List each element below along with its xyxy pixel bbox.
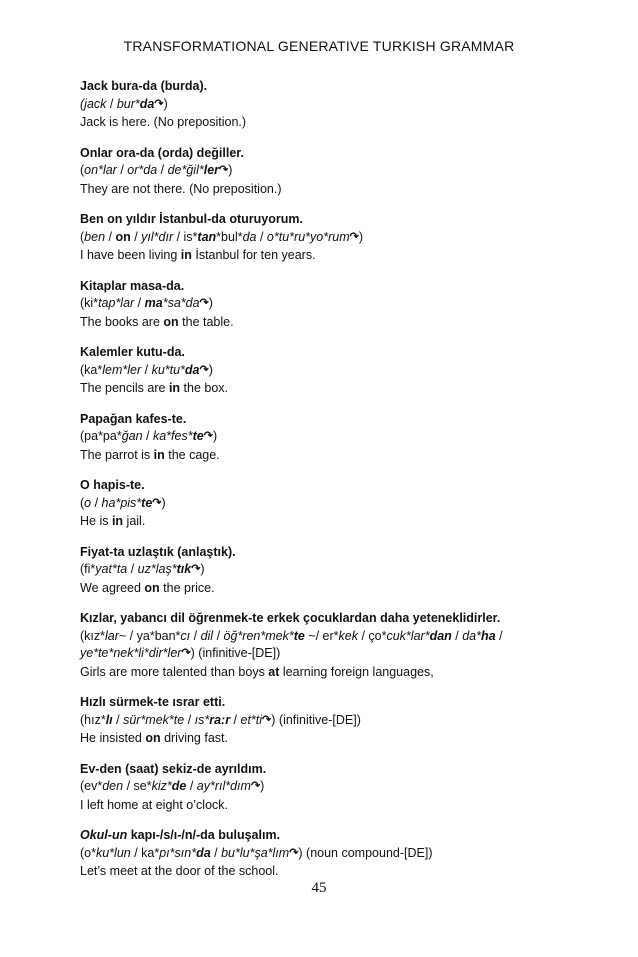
text-segment: tan	[197, 229, 217, 244]
text-segment: / se*	[123, 779, 152, 793]
text-segment: /	[130, 229, 142, 244]
text-segment: dan	[429, 628, 452, 643]
text-segment: s	[163, 828, 171, 842]
text-segment: Ev-den (saat) sekiz-de ayrıldım.	[80, 761, 267, 776]
text-segment: /	[186, 779, 197, 793]
example-entry	[80, 610, 620, 681]
text-segment: (kız*	[80, 628, 105, 643]
english-translation	[80, 447, 620, 465]
example-list	[80, 78, 620, 894]
text-segment: in	[180, 248, 192, 262]
text-segment: /	[116, 163, 128, 177]
phonetic-transcription	[80, 229, 620, 248]
text-segment: Let’s meet at the door of the school.	[80, 864, 279, 878]
english-translation	[80, 380, 620, 398]
text-segment: The parrot is	[80, 447, 154, 462]
text-segment: / ka*	[130, 845, 160, 860]
phonetic-transcription	[80, 362, 620, 381]
text-segment: /	[112, 712, 124, 727]
text-segment: ıs*	[194, 712, 210, 727]
text-segment: They are not there. (No preposition.)	[80, 181, 282, 196]
english-translation	[80, 181, 620, 199]
text-segment: te	[192, 429, 204, 443]
text-segment: tap*lar	[98, 296, 135, 310]
text-segment: on*lar	[84, 163, 117, 177]
text-segment: (ka*	[80, 362, 103, 377]
text-segment: ra:r	[209, 712, 231, 727]
text-segment: on	[144, 580, 160, 595]
text-segment: Kalemler kutu-da.	[80, 345, 185, 359]
text-segment: ay*rıl*dım	[196, 779, 251, 793]
text-segment: O hapis-te.	[80, 478, 145, 492]
text-segment: )	[260, 779, 265, 793]
english-translation	[80, 513, 620, 531]
text-segment: I have been living	[80, 248, 181, 262]
text-segment: at	[268, 664, 280, 679]
text-segment: the price.	[159, 580, 215, 595]
text-segment: )	[200, 562, 205, 576]
turkish-sentence	[80, 278, 620, 296]
text-segment: (o*	[80, 845, 96, 860]
text-segment: dil	[200, 628, 214, 643]
english-translation	[80, 114, 620, 132]
text-segment: The books are	[80, 314, 164, 329]
phonetic-transcription	[80, 428, 620, 447]
text-segment: or*da	[127, 163, 158, 177]
text-segment: ku*tu*	[151, 362, 185, 377]
turkish-sentence	[80, 694, 620, 712]
text-segment: n	[184, 828, 193, 842]
text-segment: öğ*ren*mek*	[223, 628, 294, 643]
text-segment: the table.	[178, 314, 234, 329]
text-segment: ler	[203, 163, 220, 177]
phonetic-transcription-continued	[80, 645, 620, 664]
text-segment: de*ğil*	[167, 163, 204, 177]
text-segment: da	[196, 845, 211, 860]
text-segment: (	[80, 495, 85, 510]
text-segment: kek	[338, 628, 358, 643]
text-segment: Kızlar, yabancı dil öğrenmek-te erkek çocuklardan daha yeteneklidirler.	[80, 611, 501, 625]
page-header: TRANSFORMATIONAL GENERATIVE TURKISH GRAMMAR	[123, 38, 515, 54]
english-translation	[80, 314, 620, 332]
text-segment: ben	[84, 229, 106, 244]
text-segment: et*ti	[240, 712, 263, 727]
text-segment: /-da buluşalım.	[192, 828, 281, 842]
text-segment: )	[161, 495, 166, 510]
text-segment: Fiyat-ta uzlaştık (anlaştık).	[80, 544, 236, 559]
text-segment: da	[242, 229, 257, 244]
text-segment: uz*laş*	[137, 562, 177, 576]
text-segment: (	[80, 163, 85, 177]
text-segment: ye*te*nek*li*dir*ler	[80, 646, 182, 660]
text-segment: (ki*	[80, 296, 99, 310]
text-segment: jail.	[123, 514, 146, 528]
text-segment: )	[208, 362, 213, 377]
example-entry	[80, 477, 620, 531]
phonetic-transcription	[80, 845, 620, 864]
phonetic-transcription	[80, 495, 620, 514]
text-segment: lar	[105, 628, 119, 643]
text-segment: /	[210, 845, 222, 860]
text-segment: te	[141, 495, 153, 510]
english-translation	[80, 863, 620, 881]
text-segment: on	[163, 314, 179, 329]
text-segment: Okul-un	[80, 828, 128, 842]
text-segment: /	[495, 628, 503, 643]
text-segment: the cage.	[164, 447, 220, 462]
english-translation	[80, 664, 620, 682]
example-entry	[80, 761, 620, 815]
text-segment: He insisted	[80, 731, 146, 745]
text-segment: Onlar ora-da (orda) değiller.	[80, 145, 244, 160]
intonation-mark-icon: ↷	[203, 430, 213, 442]
text-segment: /	[105, 229, 116, 244]
phonetic-transcription	[80, 628, 620, 646]
intonation-mark-icon: ↷	[181, 647, 191, 659]
text-segment: Jack bura-da (burda).	[80, 79, 208, 93]
phonetic-transcription	[80, 295, 620, 314]
text-segment: cuk*lar*	[386, 628, 430, 643]
text-segment: We agreed	[80, 580, 145, 595]
turkish-sentence	[80, 344, 620, 362]
text-segment: de	[171, 779, 187, 793]
text-segment: *sa*da	[162, 296, 200, 310]
text-segment: cı	[180, 628, 191, 643]
text-segment: tık	[176, 562, 192, 576]
text-segment: bu*lu*şa*lım	[221, 845, 290, 860]
intonation-mark-icon: ↷	[262, 713, 272, 726]
text-segment: Hızlı sürmek-te ısrar etti.	[80, 695, 226, 709]
text-segment: lem*ler	[102, 362, 142, 377]
text-segment: da*	[462, 628, 481, 643]
turkish-sentence	[80, 145, 620, 163]
text-segment: ha*pis*	[101, 495, 142, 510]
text-segment: ku*lun	[95, 845, 131, 860]
text-segment: Girls are more talented than boys	[80, 664, 269, 679]
text-segment: /	[230, 712, 241, 727]
text-segment: (ev*	[80, 779, 103, 793]
text-segment: İstanbul for ten years.	[191, 248, 316, 262]
text-segment: )	[358, 229, 363, 244]
english-translation	[80, 247, 620, 265]
text-segment: bur*	[116, 96, 140, 111]
text-segment: )	[208, 296, 213, 310]
phonetic-transcription	[80, 561, 620, 580]
text-segment: / ço*	[357, 628, 387, 643]
text-segment: on	[115, 229, 131, 244]
intonation-mark-icon: ↷	[191, 563, 201, 575]
text-segment: /	[127, 562, 138, 576]
example-entry	[80, 411, 620, 465]
text-segment: da	[139, 96, 155, 111]
text-segment: jack	[84, 96, 107, 111]
english-translation	[80, 580, 620, 598]
text-segment: on	[145, 731, 161, 745]
text-segment: ~/ er*	[304, 628, 339, 643]
text-segment: Kitaplar masa-da.	[80, 278, 185, 293]
intonation-mark-icon: ↷	[250, 780, 261, 792]
text-segment: pı*sın*	[159, 845, 197, 860]
text-segment: driving fast.	[160, 731, 228, 745]
text-segment: (	[80, 229, 85, 244]
phonetic-transcription	[80, 778, 620, 797]
example-entry	[80, 344, 620, 398]
text-segment: lı	[105, 712, 113, 727]
text-segment: /	[184, 712, 195, 727]
text-segment: /	[134, 296, 145, 310]
phonetic-transcription	[80, 96, 620, 115]
turkish-sentence	[80, 544, 620, 562]
intonation-mark-icon: ↷	[152, 496, 162, 509]
text-segment: o*tu*ru*yo*rum	[266, 229, 350, 244]
text-segment: )	[163, 96, 168, 111]
text-segment: da	[184, 362, 200, 377]
text-segment: in	[153, 447, 165, 462]
text-segment: ha	[481, 628, 496, 643]
text-segment: yıl*dır	[141, 229, 174, 244]
intonation-mark-icon: ↷	[349, 230, 359, 243]
text-segment: kiz*	[151, 779, 172, 793]
page-number: 45	[311, 880, 327, 896]
text-segment: (hız*	[80, 712, 106, 727]
text-segment: /	[91, 495, 102, 510]
text-segment: /	[157, 163, 168, 177]
text-segment: Papağan kafes-te.	[80, 411, 187, 426]
example-entry	[80, 211, 620, 265]
text-segment: the box.	[180, 381, 228, 395]
text-segment: den	[102, 779, 124, 793]
turkish-sentence	[80, 78, 620, 96]
text-segment: )	[228, 163, 233, 177]
text-segment: (	[80, 96, 85, 111]
example-entry	[80, 827, 620, 881]
example-entry	[80, 544, 620, 598]
turkish-sentence	[80, 477, 620, 495]
turkish-sentence	[80, 827, 620, 845]
text-segment: )	[212, 429, 218, 443]
turkish-sentence	[80, 211, 620, 229]
text-segment: *bul*	[216, 229, 243, 244]
text-segment: / is*	[173, 229, 198, 244]
intonation-mark-icon: ↷	[199, 297, 209, 309]
example-entry	[80, 694, 620, 748]
text-segment: ) (noun compound-[DE])	[298, 845, 433, 860]
text-segment: Ben on yıldır İstanbul-da oturuyorum.	[80, 212, 303, 226]
text-segment: The pencils are	[80, 381, 169, 395]
example-entry	[80, 278, 620, 332]
text-segment: /	[142, 429, 153, 443]
text-segment: /	[190, 628, 201, 643]
text-segment: learning foreign languages,	[279, 664, 434, 679]
text-segment: (pa*pa*	[80, 429, 122, 443]
intonation-mark-icon: ↷	[154, 97, 164, 110]
text-segment: ) (infinitive-[DE])	[271, 712, 361, 727]
phonetic-transcription	[80, 712, 620, 731]
text-segment: I left home at eight o’clock.	[80, 797, 228, 812]
text-segment: Jack is here. (No preposition.)	[80, 115, 247, 129]
text-segment: /	[106, 96, 117, 111]
text-segment: in	[111, 514, 124, 528]
text-segment: He is	[80, 514, 112, 528]
text-segment: ma	[144, 296, 163, 310]
text-segment: kapı-/	[127, 828, 164, 842]
text-segment: in	[168, 381, 181, 395]
text-segment: /ı-/	[170, 828, 185, 842]
text-segment: yat*ta	[95, 562, 128, 576]
example-entry	[80, 145, 620, 199]
english-translation	[80, 797, 620, 815]
intonation-mark-icon: ↷	[199, 363, 209, 376]
intonation-mark-icon: ↷	[219, 164, 229, 176]
text-segment: o	[84, 495, 92, 510]
text-segment: ~ / ya*ban*	[118, 628, 181, 643]
phonetic-transcription	[80, 162, 620, 181]
turkish-sentence	[80, 411, 620, 429]
text-segment: te	[293, 628, 305, 643]
text-segment: /	[213, 628, 224, 643]
text-segment: (fi*	[80, 562, 96, 576]
text-segment: /	[141, 362, 152, 377]
intonation-mark-icon: ↷	[289, 846, 299, 859]
example-entry	[80, 78, 620, 132]
text-segment: ğan	[121, 429, 143, 443]
text-segment: /	[451, 628, 463, 643]
english-translation	[80, 730, 620, 748]
turkish-sentence	[80, 761, 620, 779]
text-segment: ) (infinitive-[DE])	[190, 646, 281, 660]
text-segment: sür*mek*te	[123, 712, 185, 727]
text-segment: /	[256, 229, 267, 244]
text-segment: ka*fes*	[152, 429, 193, 443]
turkish-sentence	[80, 610, 620, 628]
